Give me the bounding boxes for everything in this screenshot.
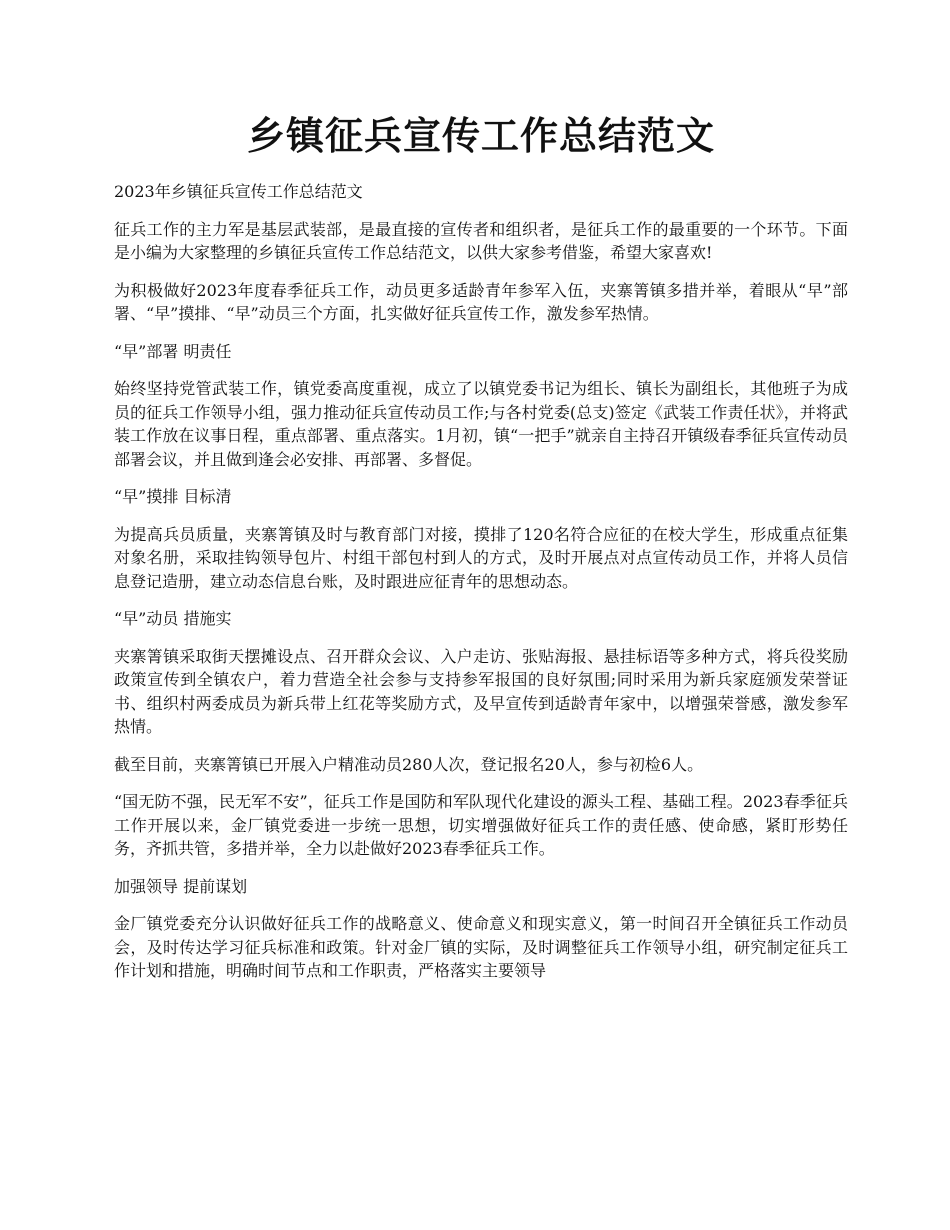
subtitle-paragraph: 2023年乡镇征兵宣传工作总结范文 bbox=[114, 182, 363, 201]
section-heading: “早”动员 措施实 bbox=[114, 609, 232, 628]
section-heading: “早”部署 明责任 bbox=[114, 341, 232, 361]
document-page bbox=[114, 110, 848, 997]
body-paragraph: “国无防不强，民无军不安”，征兵工作是国防和军队现代化建设的源头工程、基础工程。2023春季征兵工作开展以来，金厂镇党委进一步统一思想，切实增强做好征兵工作的责任感、使命感，紧盯形势任务，齐抓共管，多措并举，全力以赴做好2023春季征兵工作。 bbox=[114, 792, 848, 858]
document-title: 乡镇征兵宣传工作总结范文 bbox=[246, 113, 715, 158]
body-paragraph: 截至目前，夹寨箐镇已开展入户精准动员280人次，登记报名20人，参与初检6人。 bbox=[114, 754, 704, 774]
body-paragraph: 为积极做好2023年度春季征兵工作，动员更多适龄青年参军入伍，夹寨箐镇多措并举，着眼从“早”部署、“早”摸排、“早”动员三个方面，扎实做好征兵宣传工作，激发参军热情。 bbox=[114, 280, 848, 323]
section-heading: “早”摸排 目标清 bbox=[114, 487, 232, 506]
body-paragraph: 夹寨箐镇采取街天摆摊设点、召开群众会议、入户走访、张贴海报、悬挂标语等多种方式，将兵役奖励政策宣传到全镇农户，着力营造全社会参与支持参军报国的良好氛围;同时采用为新兵家庭颁发荣誉证书、组织村两委成员为新兵带上红花等奖励方式，及早宣传到适龄青年家中，以增强荣誉感，激发参军热情。 bbox=[114, 646, 848, 736]
body-paragraph: 始终坚持党管武装工作，镇党委高度重视，成立了以镇党委书记为组长、镇长为副组长，其他班子为成员的征兵工作领导小组，强力推动征兵宣传动员工作;与各村党委(总支)签定《武装工作责任状》，并将武装工作放在议事日程，重点部署、重点落实。1月初，镇“一把手”就亲自主持召开镇级春季征兵宣传动员部署会议，并且做到逢会必安排、再部署、多督促。 bbox=[114, 379, 848, 469]
body-paragraph: 为提高兵员质量，夹寨箐镇及时与教育部门对接，摸排了120名符合应征的在校大学生，形成重点征集对象名册，采取挂钩领导包片、村组干部包村到人的方式，及时开展点对点宣传动员工作，并将人员信息登记造册，建立动态信息台账，及时跟进应征青年的思想动态。 bbox=[114, 524, 848, 591]
section-heading: 加强领导 提前谋划 bbox=[114, 876, 248, 896]
intro-paragraph: 征兵工作的主力军是基层武装部，是最直接的宣传者和组织者，是征兵工作的最重要的一个环节。下面是小编为大家整理的乡镇征兵宣传工作总结范文，以供大家参考借鉴，希望大家喜欢! bbox=[114, 219, 848, 262]
body-paragraph: 金厂镇党委充分认识做好征兵工作的战略意义、使命意义和现实意义，第一时间召开全镇征兵工作动员会，及时传达学习征兵标准和政策。针对金厂镇的实际，及时调整征兵工作领导小组，研究制定征兵工作计划和措施，明确时间节点和工作职责，严格落实主要领导 bbox=[114, 914, 848, 980]
